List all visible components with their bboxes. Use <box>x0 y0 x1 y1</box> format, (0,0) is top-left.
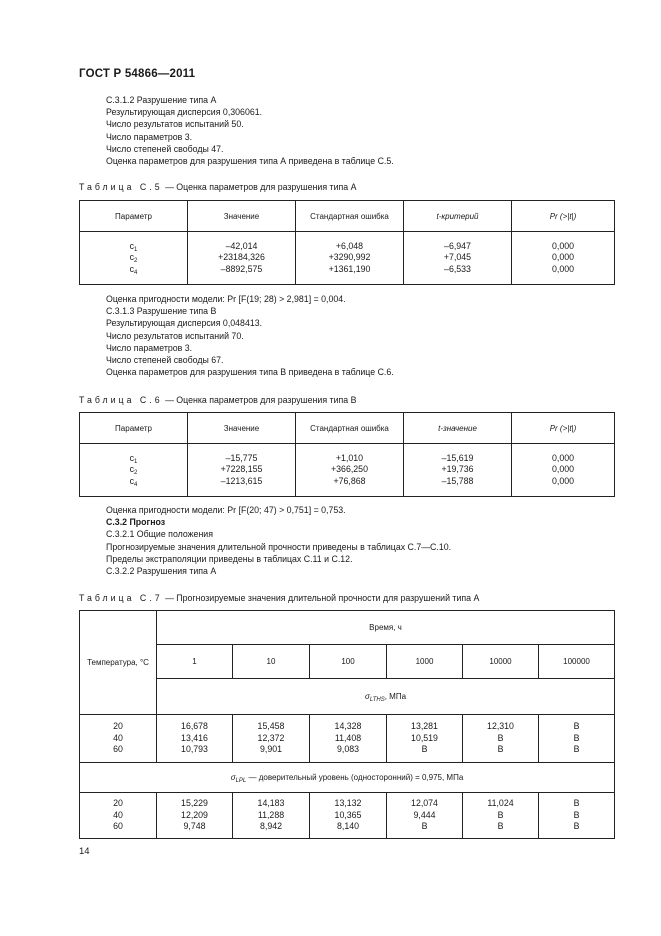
table-c5-caption: Таблица С.5 — Оценка параметров для разрушения типа А <box>79 182 357 192</box>
value-cell: 15,458 12,372 9,901 <box>233 715 310 763</box>
header-cell: Значение <box>188 201 296 232</box>
text-line: Оценка параметров для разрушения типа В приведена в таблице С.6. <box>106 367 394 378</box>
fit-line: Оценка пригодности модели: Pr [F(19; 28) > 2,981] = 0,004. <box>106 294 346 304</box>
std-error-cell: +1,010 +366,250 +76,868 <box>296 444 404 497</box>
param-cell: $c_1$ $c_2$ $c_4$ <box>80 444 188 497</box>
value-cell: 12,074 9,444 В <box>387 793 463 839</box>
t-cell: –6,947 +7,045 –6,533 <box>404 232 512 285</box>
value-cell: –42,014 +23184,326 –8892,575 <box>188 232 296 285</box>
time-cell: 1 <box>157 645 233 679</box>
text-line: Пределы экстраполяции приведены в таблицах С.11 и С.12. <box>106 553 353 564</box>
table-row <box>80 232 615 285</box>
param-cell: $c_1$ $c_2$ $c_4$ <box>80 232 188 285</box>
section-title: С.3.2 Прогноз <box>106 517 166 528</box>
temp-cell: 20 40 60 <box>80 793 157 839</box>
header-cell: Pr (>|t|) <box>512 201 615 232</box>
table-c6-caption: Таблица С.6 — Оценка параметров для разрушения типа В <box>79 395 357 405</box>
temp-cell: 20 40 60 <box>80 715 157 763</box>
header-cell: Стандартная ошибка <box>296 413 404 444</box>
value-cell: 14,183 11,288 8,942 <box>233 793 310 839</box>
value-cell: 11,024 В В <box>463 793 539 839</box>
value-cell: 13,132 10,365 8,140 <box>310 793 387 839</box>
section-c313 <box>106 293 394 378</box>
section-c312 <box>106 94 394 167</box>
time-cell: 1000 <box>387 645 463 679</box>
header-cell: Pr (>|t|) <box>512 413 615 444</box>
value-cell: 16,678 13,416 10,793 <box>157 715 233 763</box>
table-c5 <box>79 200 615 285</box>
table-row <box>80 715 615 763</box>
text-line: С.3.2.2 Разрушения типа А <box>106 566 217 577</box>
text-line: С.3.1.3 Разрушение типа В <box>106 306 217 317</box>
time-header: Время, ч <box>157 611 615 645</box>
value-cell: –15,775 +7228,155 –1213,615 <box>188 444 296 497</box>
time-cell: 100 <box>310 645 387 679</box>
text-line: С.3.2.1 Общие положения <box>106 529 213 540</box>
header-cell: t-критерий <box>404 201 512 232</box>
value-cell: В В В <box>539 793 615 839</box>
header-cell: Параметр <box>80 413 188 444</box>
section-c32 <box>106 504 451 577</box>
value-cell: 14,328 11,408 9,083 <box>310 715 387 763</box>
text-line: Число параметров 3. <box>106 342 193 353</box>
temperature-header: Температура, °С <box>80 611 157 715</box>
value-cell: 12,310 В В <box>463 715 539 763</box>
sigma-lpl-header: $\sigma_{LPL}$ — доверительный уровень (односторонний) = 0,975, МПа <box>80 763 615 793</box>
table-row <box>80 793 615 839</box>
header-cell: Параметр <box>80 201 188 232</box>
text-line: Оценка параметров для разрушения типа А приведена в таблице С.5. <box>106 156 394 167</box>
time-cell: 10000 <box>463 645 539 679</box>
text-line: Число результатов испытаний 70. <box>106 330 244 341</box>
page-number: 14 <box>79 846 90 857</box>
header-cell: Стандартная ошибка <box>296 201 404 232</box>
text-line: Результирующая дисперсия 0,306061. <box>106 107 263 118</box>
time-cell: 100000 <box>539 645 615 679</box>
table-c7 <box>79 610 615 839</box>
text-line: Число результатов испытаний 50. <box>106 119 244 130</box>
table-c6 <box>79 412 615 497</box>
table-c7-caption: Таблица С.7 — Прогнозируемые значения длительной прочности для разрушений типа А <box>79 593 480 603</box>
sigma-lths-header: $\sigma_{LTHS}$, МПа <box>157 679 615 715</box>
pr-cell: 0,000 0,000 0,000 <box>512 444 615 497</box>
table-row <box>80 444 615 497</box>
header-cell: Значение <box>188 413 296 444</box>
document-header: ГОСТ Р 54866—2011 <box>79 68 196 80</box>
pr-cell: 0,000 0,000 0,000 <box>512 232 615 285</box>
header-cell: t-значение <box>404 413 512 444</box>
text-line: Результирующая дисперсия 0,048413. <box>106 318 263 329</box>
text-line: Число степеней свободы 67. <box>106 355 224 366</box>
value-cell: 15,229 12,209 9,748 <box>157 793 233 839</box>
text-line: Прогнозируемые значения длительной прочности приведены в таблицах С.7—С.10. <box>106 541 452 552</box>
time-cell: 10 <box>233 645 310 679</box>
text-line: С.3.1.2 Разрушение типа А <box>106 95 217 105</box>
text-line: Число степеней свободы 47. <box>106 143 224 154</box>
fit-line: Оценка пригодности модели: Pr [F(20; 47) > 0,751] = 0,753. <box>106 505 346 515</box>
value-cell: 13,281 10,519 В <box>387 715 463 763</box>
text-line: Число параметров 3. <box>106 131 193 142</box>
t-cell: –15,619 +19,736 –15,788 <box>404 444 512 497</box>
std-error-cell: +6,048 +3290,992 +1361,190 <box>296 232 404 285</box>
value-cell: В В В <box>539 715 615 763</box>
